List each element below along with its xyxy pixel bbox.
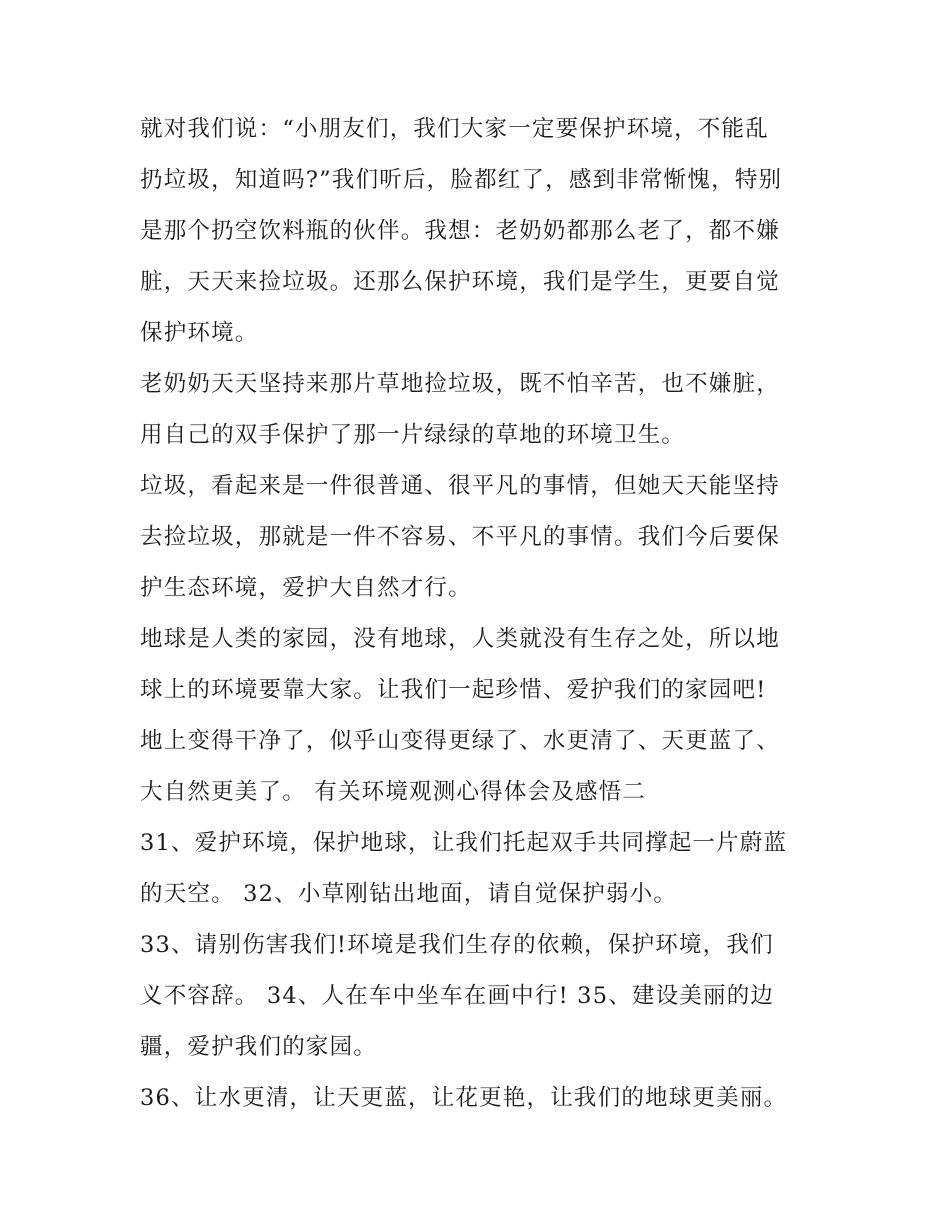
text-line: 的天空。 32、小草刚钻出地面，请自觉保护弱小。: [140, 881, 678, 907]
text-line: 义不容辞。 34、人在车中坐车在画中行! 35、建设美丽的边: [140, 983, 775, 1009]
text-line: 是那个扔空饮料瓶的伙伴。我想：老奶奶都那么老了，都不嫌: [140, 218, 780, 244]
text-line: 疆，爱护我们的家园。: [140, 1034, 378, 1060]
text-line: 地上变得干净了，似乎山变得更绿了、水更清了、天更蓝了、: [140, 728, 780, 754]
text-line: 扔垃圾，知道吗?”我们听后，脸都红了，感到非常惭愧，特别: [140, 167, 783, 193]
text-line: 就对我们说：“小朋友们，我们大家一定要保护环境，不能乱: [140, 116, 769, 142]
text-line: 31、爱护环境，保护地球，让我们托起双手共同撑起一片蔚蓝: [140, 830, 788, 856]
text-line: 33、请别伤害我们!环境是我们生存的依赖，保护环境，我们: [140, 932, 774, 958]
text-line: 地球是人类的家园，没有地球，人类就没有生存之处，所以地: [140, 626, 780, 652]
text-line: 垃圾，看起来是一件很普通、很平凡的事情，但她天天能坚持: [140, 473, 780, 499]
text-line: 老奶奶天天坚持来那片草地捡垃圾，既不怕辛苦，也不嫌脏，: [140, 371, 780, 397]
text-line: 球上的环境要靠大家。让我们一起珍惜、爱护我们的家园吧!: [140, 677, 767, 703]
document-body: [140, 104, 830, 1124]
text-line: 用自己的双手保护了那一片绿绿的草地的环境卫生。: [140, 422, 686, 448]
text-line: 脏，天天来捡垃圾。还那么保护环境，我们是学生，更要自觉: [140, 269, 780, 295]
text-line: 保护环境。: [140, 320, 259, 346]
text-line: 去捡垃圾，那就是一件不容易、不平凡的事情。我们今后要保: [140, 524, 780, 550]
text-line: 大自然更美了。 有关环境观测心得体会及感悟二: [140, 779, 647, 805]
text-line: 护生态环境，爱护大自然才行。: [140, 575, 472, 601]
text-line: 36、让水更清，让天更蓝，让花更艳，让我们的地球更美丽。: [140, 1085, 788, 1111]
